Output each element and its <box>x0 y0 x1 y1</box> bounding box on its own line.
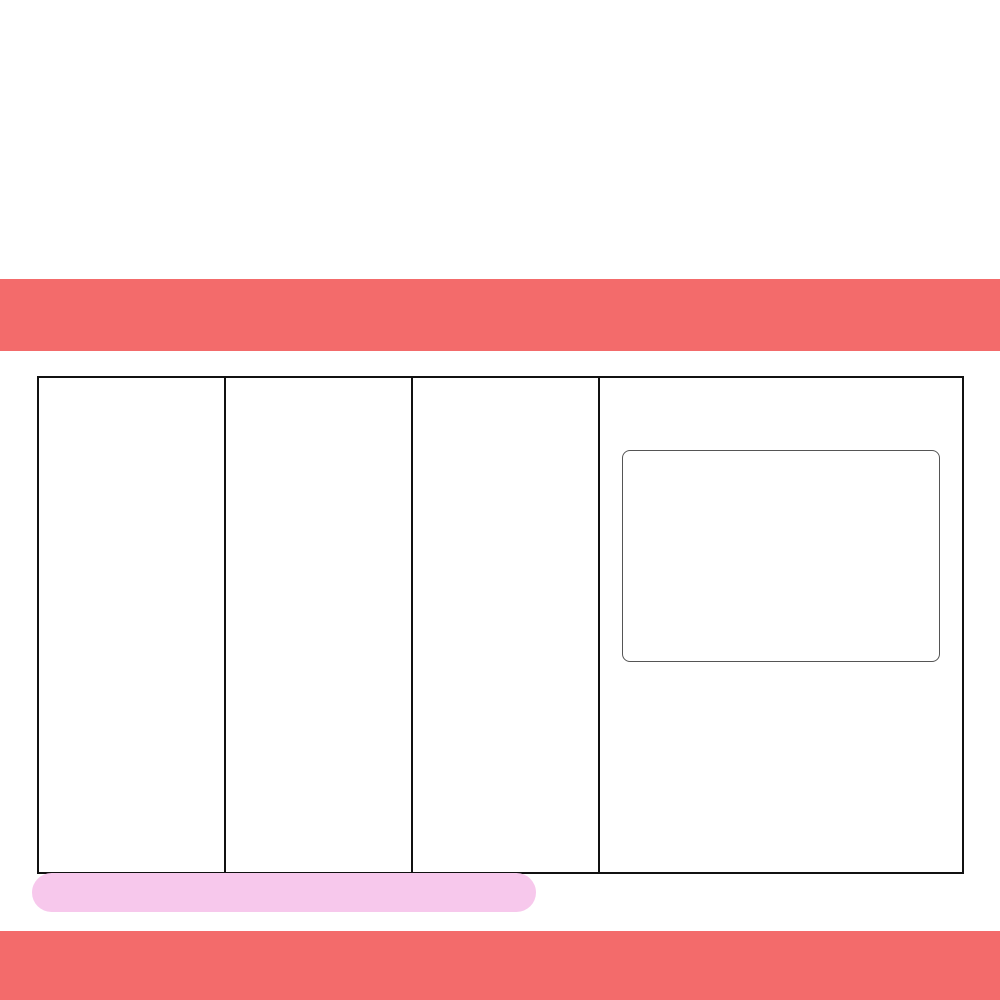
worksheet-type-banner <box>0 279 1000 351</box>
reading-passage-box <box>622 450 940 662</box>
product-title <box>0 92 1000 202</box>
preview-notice-pill <box>32 873 536 912</box>
preview-page-true-false <box>224 376 422 874</box>
preview-page-fill-match-short <box>37 376 235 874</box>
footer-banner <box>0 931 1000 1000</box>
preview-pages <box>0 360 1000 920</box>
preview-page-reading-passage <box>598 376 964 874</box>
preview-page-multiple-choice <box>411 376 609 874</box>
